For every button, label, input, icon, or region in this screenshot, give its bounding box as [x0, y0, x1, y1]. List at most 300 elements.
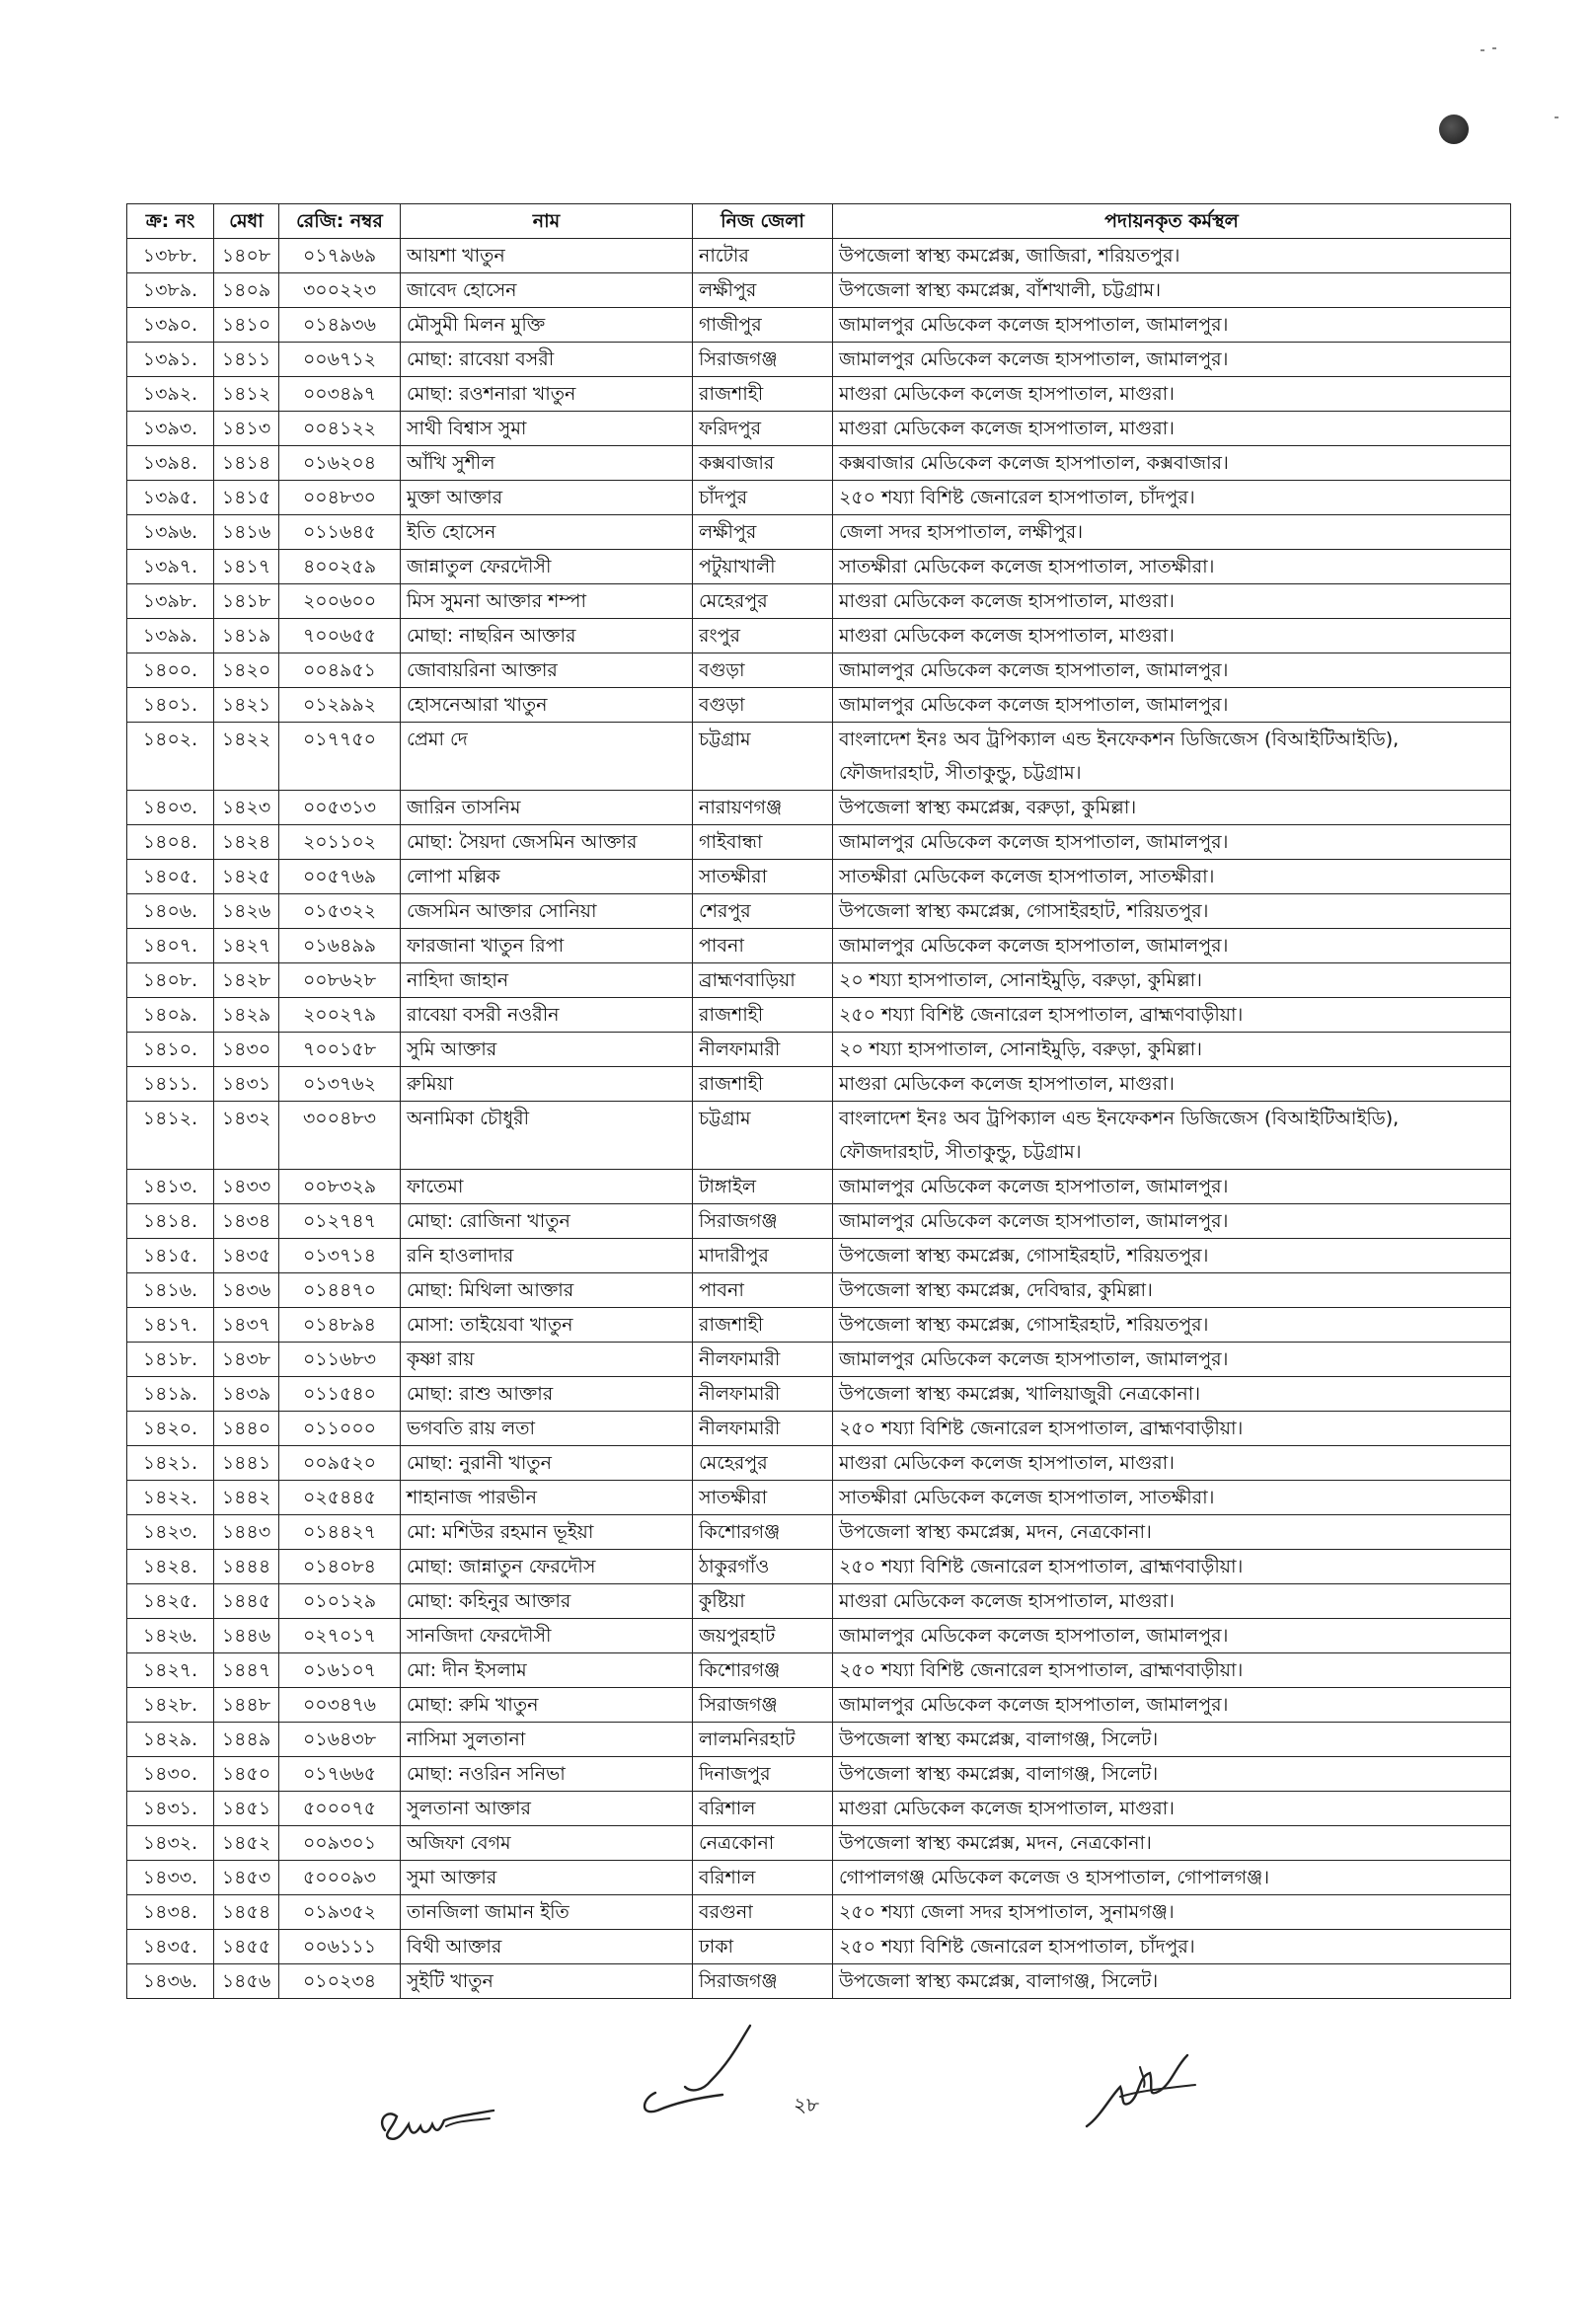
cell-serial: ১৪১২. — [127, 1102, 214, 1170]
cell-merit: ১৪৩৩ — [214, 1170, 279, 1204]
cell-posting-place: ২৫০ শয্যা জেলা সদর হাসপাতাল, সুনামগঞ্জ। — [833, 1895, 1511, 1930]
cell-posting-place: ২৫০ শয্যা বিশিষ্ট জেনারেল হাসপাতাল, চাঁদপুর। — [833, 481, 1511, 515]
cell-name: ফারজানা খাতুন রিপা — [401, 929, 693, 963]
cell-merit: ১৪৩২ — [214, 1102, 279, 1170]
header-name: নাম — [401, 204, 693, 239]
cell-registration: ২০১১০২ — [279, 825, 401, 860]
cell-posting-place: উপজেলা স্বাস্থ্য কমপ্লেক্স, মদন, নেত্রকোনা। — [833, 1515, 1511, 1550]
table-row — [127, 1033, 1511, 1067]
cell-posting-place: জেলা সদর হাসপাতাল, লক্ষীপুর। — [833, 515, 1511, 550]
cell-registration: ০১৪০৮৪ — [279, 1550, 401, 1584]
table-row — [127, 1067, 1511, 1102]
cell-serial: ১৪১৬. — [127, 1273, 214, 1308]
cell-merit: ১৪৩৫ — [214, 1239, 279, 1273]
cell-name: জারিন তাসনিম — [401, 791, 693, 825]
table-row — [127, 688, 1511, 723]
cell-home-district: কিশোরগঞ্জ — [693, 1653, 833, 1688]
cell-home-district: দিনাজপুর — [693, 1757, 833, 1792]
cell-name: হোসনেআরা খাতুন — [401, 688, 693, 723]
cell-merit: ১৪৪৩ — [214, 1515, 279, 1550]
cell-home-district: পটুয়াখালী — [693, 550, 833, 584]
cell-serial: ১৩৯৬. — [127, 515, 214, 550]
cell-posting-place: মাগুরা মেডিকেল কলেজ হাসপাতাল, মাগুরা। — [833, 377, 1511, 412]
header-merit: মেধা — [214, 204, 279, 239]
cell-merit: ১৪২২ — [214, 723, 279, 791]
cell-merit: ১৪৫১ — [214, 1792, 279, 1826]
cell-posting-place: মাগুরা মেডিকেল কলেজ হাসপাতাল, মাগুরা। — [833, 584, 1511, 619]
cell-home-district: সিরাজগঞ্জ — [693, 1964, 833, 1999]
table-row — [127, 653, 1511, 688]
cell-posting-place: ২৫০ শয্যা বিশিষ্ট জেনারেল হাসপাতাল, ব্রাহ্মণবাড়ীয়া। — [833, 998, 1511, 1033]
table-row — [127, 894, 1511, 929]
table-row — [127, 481, 1511, 515]
cell-registration: ৫০০০৯৩ — [279, 1861, 401, 1895]
cell-posting-place: উপজেলা স্বাস্থ্য কমপ্লেক্স, বালাগঞ্জ, সিলেট। — [833, 1964, 1511, 1999]
cell-posting-place: উপজেলা স্বাস্থ্য কমপ্লেক্স, খালিয়াজুরী নেত্রকোনা। — [833, 1377, 1511, 1412]
table-row — [127, 1446, 1511, 1481]
signature-middle — [632, 2022, 770, 2120]
cell-serial: ১৪০৬. — [127, 894, 214, 929]
cell-serial: ১৪২৬. — [127, 1619, 214, 1653]
cell-home-district: মেহেরপুর — [693, 584, 833, 619]
cell-serial: ১৪৩১. — [127, 1792, 214, 1826]
cell-posting-place: বাংলাদেশ ইনঃ অব ট্রপিক্যাল এন্ড ইনফেকশন ডিজিজেস (বিআইটিআইডি), ফৌজদারহাট, সীতাকুন্ডু, চট্টগ্রাম। — [833, 1102, 1511, 1170]
cell-merit: ১৪৩৯ — [214, 1377, 279, 1412]
table-row — [127, 998, 1511, 1033]
cell-merit: ১৪৫৫ — [214, 1930, 279, 1964]
cell-serial: ১৪৩৬. — [127, 1964, 214, 1999]
cell-name: সানজিদা ফেরদৌসী — [401, 1619, 693, 1653]
cell-registration: ০১৭৬৬৫ — [279, 1757, 401, 1792]
cell-home-district: ঠাকুরগাঁও — [693, 1550, 833, 1584]
cell-name: প্রেমা দে — [401, 723, 693, 791]
cell-merit: ১৪৩৭ — [214, 1308, 279, 1343]
cell-posting-place: গোপালগঞ্জ মেডিকেল কলেজ ও হাসপাতাল, গোপালগঞ্জ। — [833, 1861, 1511, 1895]
cell-posting-place: মাগুরা মেডিকেল কলেজ হাসপাতাল, মাগুরা। — [833, 412, 1511, 446]
table-row — [127, 1861, 1511, 1895]
cell-name: জাবেদ হোসেন — [401, 273, 693, 308]
cell-home-district: সিরাজগঞ্জ — [693, 343, 833, 377]
table-row — [127, 1584, 1511, 1619]
cell-registration: ০০৬৭১২ — [279, 343, 401, 377]
cell-registration: ০১৭৭৫০ — [279, 723, 401, 791]
cell-merit: ১৪১৭ — [214, 550, 279, 584]
cell-name: মুক্তা আক্তার — [401, 481, 693, 515]
cell-home-district: ব্রাহ্মণবাড়িয়া — [693, 963, 833, 998]
cell-posting-place: উপজেলা স্বাস্থ্য কমপ্লেক্স, গোসাইরহাট, শরিয়তপুর। — [833, 1239, 1511, 1273]
cell-home-district: চাঁদপুর — [693, 481, 833, 515]
cell-serial: ১৩৮৯. — [127, 273, 214, 308]
table-row — [127, 1964, 1511, 1999]
table-row — [127, 1653, 1511, 1688]
cell-serial: ১৪০৮. — [127, 963, 214, 998]
cell-registration: ৩০০৪৮৩ — [279, 1102, 401, 1170]
table-row — [127, 1239, 1511, 1273]
cell-posting-place: জামালপুর মেডিকেল কলেজ হাসপাতাল, জামালপুর। — [833, 825, 1511, 860]
cell-serial: ১৪১১. — [127, 1067, 214, 1102]
cell-serial: ১৪১৮. — [127, 1343, 214, 1377]
cell-home-district: কিশোরগঞ্জ — [693, 1515, 833, 1550]
cell-serial: ১৪১৯. — [127, 1377, 214, 1412]
cell-posting-place: জামালপুর মেডিকেল কলেজ হাসপাতাল, জামালপুর। — [833, 1343, 1511, 1377]
cell-registration: ০০৩৪৯৭ — [279, 377, 401, 412]
cell-merit: ১৪০৮ — [214, 239, 279, 273]
cell-name: নাহিদা জাহান — [401, 963, 693, 998]
cell-posting-place: ২০ শয্যা হাসপাতাল, সোনাইমুড়ি, বরুড়া, কুমিল্লা। — [833, 963, 1511, 998]
cell-serial: ১৩৯৭. — [127, 550, 214, 584]
cell-home-district: চট্টগ্রাম — [693, 723, 833, 791]
table-row — [127, 1826, 1511, 1861]
cell-serial: ১৪১৪. — [127, 1204, 214, 1239]
table-row — [127, 1550, 1511, 1584]
table-row — [127, 1343, 1511, 1377]
cell-registration: ০০৮৬২৮ — [279, 963, 401, 998]
cell-home-district: গাজীপুর — [693, 308, 833, 343]
cell-serial: ১৩৯৩. — [127, 412, 214, 446]
cell-merit: ১৪২০ — [214, 653, 279, 688]
cell-merit: ১৪২৬ — [214, 894, 279, 929]
table-row — [127, 1515, 1511, 1550]
cell-serial: ১৪২২. — [127, 1481, 214, 1515]
cell-serial: ১৪২৩. — [127, 1515, 214, 1550]
cell-name: মোছা: রাশু আক্তার — [401, 1377, 693, 1412]
cell-home-district: জয়পুরহাট — [693, 1619, 833, 1653]
cell-home-district: রাজশাহী — [693, 1308, 833, 1343]
table-row — [127, 619, 1511, 653]
cell-home-district: সিরাজগঞ্জ — [693, 1688, 833, 1723]
cell-merit: ১৪০৯ — [214, 273, 279, 308]
cell-registration: ২০০২৭৯ — [279, 998, 401, 1033]
cell-merit: ১৪৪১ — [214, 1446, 279, 1481]
cell-home-district: ফরিদপুর — [693, 412, 833, 446]
cell-home-district: লক্ষীপুর — [693, 273, 833, 308]
cell-registration: ০০৬১১১ — [279, 1930, 401, 1964]
cell-posting-place: উপজেলা স্বাস্থ্য কমপ্লেক্স, দেবিদ্বার, কুমিল্লা। — [833, 1273, 1511, 1308]
cell-home-district: রাজশাহী — [693, 377, 833, 412]
header-registration: রেজি: নম্বর — [279, 204, 401, 239]
cell-serial: ১৪২৮. — [127, 1688, 214, 1723]
cell-name: কৃষ্ণা রায় — [401, 1343, 693, 1377]
posting-table — [126, 203, 1511, 1999]
cell-home-district: টাঙ্গাইল — [693, 1170, 833, 1204]
cell-home-district: নেত্রকোনা — [693, 1826, 833, 1861]
cell-merit: ১৪৫০ — [214, 1757, 279, 1792]
table-row — [127, 308, 1511, 343]
cell-posting-place: জামালপুর মেডিকেল কলেজ হাসপাতাল, জামালপুর। — [833, 1688, 1511, 1723]
cell-posting-place: জামালপুর মেডিকেল কলেজ হাসপাতাল, জামালপুর। — [833, 1204, 1511, 1239]
page-number: ২৮ — [794, 2093, 819, 2116]
cell-home-district: বরগুনা — [693, 1895, 833, 1930]
cell-registration: ৪০০২৫৯ — [279, 550, 401, 584]
table-header-row — [127, 204, 1511, 239]
cell-serial: ১৪১৩. — [127, 1170, 214, 1204]
table-row — [127, 1377, 1511, 1412]
table-row — [127, 791, 1511, 825]
table-row — [127, 723, 1511, 791]
cell-posting-place: উপজেলা স্বাস্থ্য কমপ্লেক্স, মদন, নেত্রকোনা। — [833, 1826, 1511, 1861]
cell-registration: ০০৯৩০১ — [279, 1826, 401, 1861]
cell-serial: ১৪৩০. — [127, 1757, 214, 1792]
cell-registration: ০১৬৪৩৮ — [279, 1723, 401, 1757]
cell-registration: ০২৫৪৪৫ — [279, 1481, 401, 1515]
cell-registration: ০০৯৫২০ — [279, 1446, 401, 1481]
cell-name: ভগবতি রায় লতা — [401, 1412, 693, 1446]
cell-name: শাহানাজ পারভীন — [401, 1481, 693, 1515]
cell-registration: ০১১০০০ — [279, 1412, 401, 1446]
cell-name: তানজিলা জামান ইতি — [401, 1895, 693, 1930]
cell-home-district: বগুড়া — [693, 688, 833, 723]
table-row — [127, 343, 1511, 377]
posting-table-wrapper — [126, 203, 1510, 1999]
cell-name: সুমি আক্তার — [401, 1033, 693, 1067]
cell-posting-place: জামালপুর মেডিকেল কলেজ হাসপাতাল, জামালপুর। — [833, 343, 1511, 377]
cell-registration: ০০৫৭৬৯ — [279, 860, 401, 894]
cell-posting-place: ২৫০ শয্যা বিশিষ্ট জেনারেল হাসপাতাল, ব্রাহ্মণবাড়ীয়া। — [833, 1653, 1511, 1688]
cell-serial: ১৪২৭. — [127, 1653, 214, 1688]
cell-serial: ১৪৩৪. — [127, 1895, 214, 1930]
cell-merit: ১৪১১ — [214, 343, 279, 377]
cell-registration: ০১৬২০৪ — [279, 446, 401, 481]
cell-serial: ১৪০৯. — [127, 998, 214, 1033]
cell-serial: ১৪০৪. — [127, 825, 214, 860]
cell-registration: ০০৩৪৭৬ — [279, 1688, 401, 1723]
cell-merit: ১৪১৪ — [214, 446, 279, 481]
cell-home-district: লক্ষীপুর — [693, 515, 833, 550]
cell-posting-place: কক্সবাজার মেডিকেল কলেজ হাসপাতাল, কক্সবাজার। — [833, 446, 1511, 481]
cell-serial: ১৩৮৮. — [127, 239, 214, 273]
cell-serial: ১৪৩৩. — [127, 1861, 214, 1895]
cell-name: রাবেয়া বসরী নওরীন — [401, 998, 693, 1033]
table-row — [127, 515, 1511, 550]
cell-posting-place: উপজেলা স্বাস্থ্য কমপ্লেক্স, বালাগঞ্জ, সিলেট। — [833, 1723, 1511, 1757]
cell-serial: ১৪০৫. — [127, 860, 214, 894]
scan-speck — [1492, 47, 1496, 49]
cell-posting-place: সাতক্ষীরা মেডিকেল কলেজ হাসপাতাল, সাতক্ষীরা। — [833, 550, 1511, 584]
cell-merit: ১৪৪৪ — [214, 1550, 279, 1584]
cell-name: আঁখি সুশীল — [401, 446, 693, 481]
cell-name: লোপা মল্লিক — [401, 860, 693, 894]
cell-name: জেসমিন আক্তার সোনিয়া — [401, 894, 693, 929]
cell-serial: ১৪০১. — [127, 688, 214, 723]
cell-home-district: পাবনা — [693, 929, 833, 963]
table-row — [127, 584, 1511, 619]
cell-serial: ১৩৯৪. — [127, 446, 214, 481]
table-row — [127, 860, 1511, 894]
cell-serial: ১৪৩২. — [127, 1826, 214, 1861]
cell-registration: ৭০০১৫৮ — [279, 1033, 401, 1067]
cell-merit: ১৪৪৬ — [214, 1619, 279, 1653]
table-row — [127, 1102, 1511, 1170]
cell-home-district: চট্টগ্রাম — [693, 1102, 833, 1170]
cell-merit: ১৪১৯ — [214, 619, 279, 653]
cell-name: মৌসুমী মিলন মুক্তি — [401, 308, 693, 343]
cell-registration: ০১০১২৯ — [279, 1584, 401, 1619]
cell-name: সুমা আক্তার — [401, 1861, 693, 1895]
table-row — [127, 273, 1511, 308]
cell-posting-place: জামালপুর মেডিকেল কলেজ হাসপাতাল, জামালপুর। — [833, 688, 1511, 723]
cell-registration: ০১২৭৪৭ — [279, 1204, 401, 1239]
cell-posting-place: জামালপুর মেডিকেল কলেজ হাসপাতাল, জামালপুর। — [833, 1619, 1511, 1653]
cell-home-district: রংপুর — [693, 619, 833, 653]
cell-home-district: বরিশাল — [693, 1792, 833, 1826]
cell-merit: ১৪২৩ — [214, 791, 279, 825]
cell-merit: ১৪৪২ — [214, 1481, 279, 1515]
table-row — [127, 1930, 1511, 1964]
cell-merit: ১৪২১ — [214, 688, 279, 723]
cell-merit: ১৪৩৮ — [214, 1343, 279, 1377]
cell-merit: ১৪৪৯ — [214, 1723, 279, 1757]
cell-registration: ২০০৬০০ — [279, 584, 401, 619]
table-row — [127, 1723, 1511, 1757]
cell-merit: ১৪১০ — [214, 308, 279, 343]
table-row — [127, 377, 1511, 412]
cell-name: মোছা: রোজিনা খাতুন — [401, 1204, 693, 1239]
cell-name: মোছা: নুরানী খাতুন — [401, 1446, 693, 1481]
cell-home-district: কুষ্টিয়া — [693, 1584, 833, 1619]
cell-name: মোছা: রওশনারা খাতুন — [401, 377, 693, 412]
cell-serial: ১৪২৫. — [127, 1584, 214, 1619]
table-row — [127, 1170, 1511, 1204]
cell-name: মোসা: তাইয়েবা খাতুন — [401, 1308, 693, 1343]
cell-registration: ০১৪৪৭০ — [279, 1273, 401, 1308]
cell-registration: ০১৬১০৭ — [279, 1653, 401, 1688]
cell-posting-place: ২৫০ শয্যা বিশিষ্ট জেনারেল হাসপাতাল, ব্রাহ্মণবাড়ীয়া। — [833, 1550, 1511, 1584]
cell-posting-place: উপজেলা স্বাস্থ্য কমপ্লেক্স, বরুড়া, কুমিল্লা। — [833, 791, 1511, 825]
cell-name: নাসিমা সুলতানা — [401, 1723, 693, 1757]
cell-registration: ০১৪৯৩৬ — [279, 308, 401, 343]
cell-merit: ১৪৪৭ — [214, 1653, 279, 1688]
cell-name: রনি হাওলাদার — [401, 1239, 693, 1273]
cell-serial: ১৪২১. — [127, 1446, 214, 1481]
table-row — [127, 1273, 1511, 1308]
cell-serial: ১৪১৭. — [127, 1308, 214, 1343]
cell-serial: ১৩৯০. — [127, 308, 214, 343]
cell-name: মোছা: নাছরিন আক্তার — [401, 619, 693, 653]
table-row — [127, 825, 1511, 860]
cell-serial: ১৪২৯. — [127, 1723, 214, 1757]
cell-serial: ১৩৯১. — [127, 343, 214, 377]
cell-serial: ১৪০৭. — [127, 929, 214, 963]
table-row — [127, 1481, 1511, 1515]
cell-serial: ১৪০৩. — [127, 791, 214, 825]
table-row — [127, 1619, 1511, 1653]
signature-left — [375, 2091, 523, 2150]
cell-posting-place: সাতক্ষীরা মেডিকেল কলেজ হাসপাতাল, সাতক্ষীরা। — [833, 860, 1511, 894]
cell-home-district: নীলফামারী — [693, 1033, 833, 1067]
cell-name: মো: মশিউর রহমান ভূইয়া — [401, 1515, 693, 1550]
cell-registration: ০১২৯৯২ — [279, 688, 401, 723]
cell-home-district: নারায়ণগঞ্জ — [693, 791, 833, 825]
header-home-district: নিজ জেলা — [693, 204, 833, 239]
cell-registration: ৫০০০৭৫ — [279, 1792, 401, 1826]
cell-merit: ১৪১৫ — [214, 481, 279, 515]
cell-posting-place: মাগুরা মেডিকেল কলেজ হাসপাতাল, মাগুরা। — [833, 1446, 1511, 1481]
cell-posting-place: উপজেলা স্বাস্থ্য কমপ্লেক্স, বাঁশখালী, চট্টগ্রাম। — [833, 273, 1511, 308]
cell-home-district: কক্সবাজার — [693, 446, 833, 481]
cell-home-district: মেহেরপুর — [693, 1446, 833, 1481]
cell-registration: ০১৫৩২২ — [279, 894, 401, 929]
cell-posting-place: মাগুরা মেডিকেল কলেজ হাসপাতাল, মাগুরা। — [833, 619, 1511, 653]
cell-posting-place: সাতক্ষীরা মেডিকেল কলেজ হাসপাতাল, সাতক্ষীরা। — [833, 1481, 1511, 1515]
cell-posting-place: ২৫০ শয্যা বিশিষ্ট জেনারেল হাসপাতাল, চাঁদপুর। — [833, 1930, 1511, 1964]
cell-home-district: নীলফামারী — [693, 1412, 833, 1446]
signature-right — [1081, 2047, 1209, 2136]
cell-name: মোছা: সৈয়দা জেসমিন আক্তার — [401, 825, 693, 860]
cell-posting-place: উপজেলা স্বাস্থ্য কমপ্লেক্স, গোসাইরহাট, শরিয়তপুর। — [833, 894, 1511, 929]
cell-name: অজিফা বেগম — [401, 1826, 693, 1861]
cell-merit: ১৪১৩ — [214, 412, 279, 446]
cell-posting-place: মাগুরা মেডিকেল কলেজ হাসপাতাল, মাগুরা। — [833, 1792, 1511, 1826]
cell-registration: ৭০০৬৫৫ — [279, 619, 401, 653]
cell-registration: ৩০০২২৩ — [279, 273, 401, 308]
cell-registration: ০২৭০১৭ — [279, 1619, 401, 1653]
cell-home-district: লালমনিরহাট — [693, 1723, 833, 1757]
cell-merit: ১৪২৯ — [214, 998, 279, 1033]
cell-home-district: গাইবান্ধা — [693, 825, 833, 860]
scan-speck — [1481, 49, 1484, 51]
table-body — [127, 239, 1511, 1999]
cell-name: মোছা: নওরিন সনিভা — [401, 1757, 693, 1792]
cell-merit: ১৪৫৪ — [214, 1895, 279, 1930]
cell-home-district: নীলফামারী — [693, 1343, 833, 1377]
cell-name: বিথী আক্তার — [401, 1930, 693, 1964]
cell-name: সাথী বিশ্বাস সুমা — [401, 412, 693, 446]
cell-posting-place: উপজেলা স্বাস্থ্য কমপ্লেক্স, জাজিরা, শরিয়তপুর। — [833, 239, 1511, 273]
cell-serial: ১৪২৪. — [127, 1550, 214, 1584]
cell-merit: ১৪১৮ — [214, 584, 279, 619]
cell-posting-place: জামালপুর মেডিকেল কলেজ হাসপাতাল, জামালপুর। — [833, 929, 1511, 963]
cell-merit: ১৪৪৫ — [214, 1584, 279, 1619]
cell-home-district: বরিশাল — [693, 1861, 833, 1895]
cell-registration: ০০৪১২২ — [279, 412, 401, 446]
cell-merit: ১৪৩৪ — [214, 1204, 279, 1239]
cell-serial: ১৩৯৫. — [127, 481, 214, 515]
cell-name: মোছা: রুমি খাতুন — [401, 1688, 693, 1723]
cell-home-district: সাতক্ষীরা — [693, 860, 833, 894]
cell-posting-place: উপজেলা স্বাস্থ্য কমপ্লেক্স, বালাগঞ্জ, সিলেট। — [833, 1757, 1511, 1792]
cell-name: সুলতানা আক্তার — [401, 1792, 693, 1826]
cell-registration: ০১০২৩৪ — [279, 1964, 401, 1999]
cell-home-district: ঢাকা — [693, 1930, 833, 1964]
table-row — [127, 1757, 1511, 1792]
cell-home-district: রাজশাহী — [693, 998, 833, 1033]
cell-serial: ১৪০২. — [127, 723, 214, 791]
cell-serial: ১৪৩৫. — [127, 1930, 214, 1964]
cell-registration: ০১৩৭৬২ — [279, 1067, 401, 1102]
cell-merit: ১৪২৮ — [214, 963, 279, 998]
table-row — [127, 446, 1511, 481]
cell-serial: ১৪১৫. — [127, 1239, 214, 1273]
cell-name: মো: দীন ইসলাম — [401, 1653, 693, 1688]
cell-name: মোছা: কহিনুর আক্তার — [401, 1584, 693, 1619]
cell-name: রুমিয়া — [401, 1067, 693, 1102]
cell-serial: ১৪১০. — [127, 1033, 214, 1067]
cell-name: অনামিকা চৌধুরী — [401, 1102, 693, 1170]
cell-serial: ১৪০০. — [127, 653, 214, 688]
table-row — [127, 550, 1511, 584]
cell-registration: ০১১৬৮৩ — [279, 1343, 401, 1377]
cell-registration: ০১৪৪২৭ — [279, 1515, 401, 1550]
table-row — [127, 1412, 1511, 1446]
header-serial: ক্র: নং — [127, 204, 214, 239]
cell-name: ফাতেমা — [401, 1170, 693, 1204]
table-row — [127, 1792, 1511, 1826]
table-row — [127, 963, 1511, 998]
cell-merit: ১৪১৬ — [214, 515, 279, 550]
cell-registration: ০১৯৩৫২ — [279, 1895, 401, 1930]
cell-merit: ১৪৫৬ — [214, 1964, 279, 1999]
cell-merit: ১৪২৪ — [214, 825, 279, 860]
